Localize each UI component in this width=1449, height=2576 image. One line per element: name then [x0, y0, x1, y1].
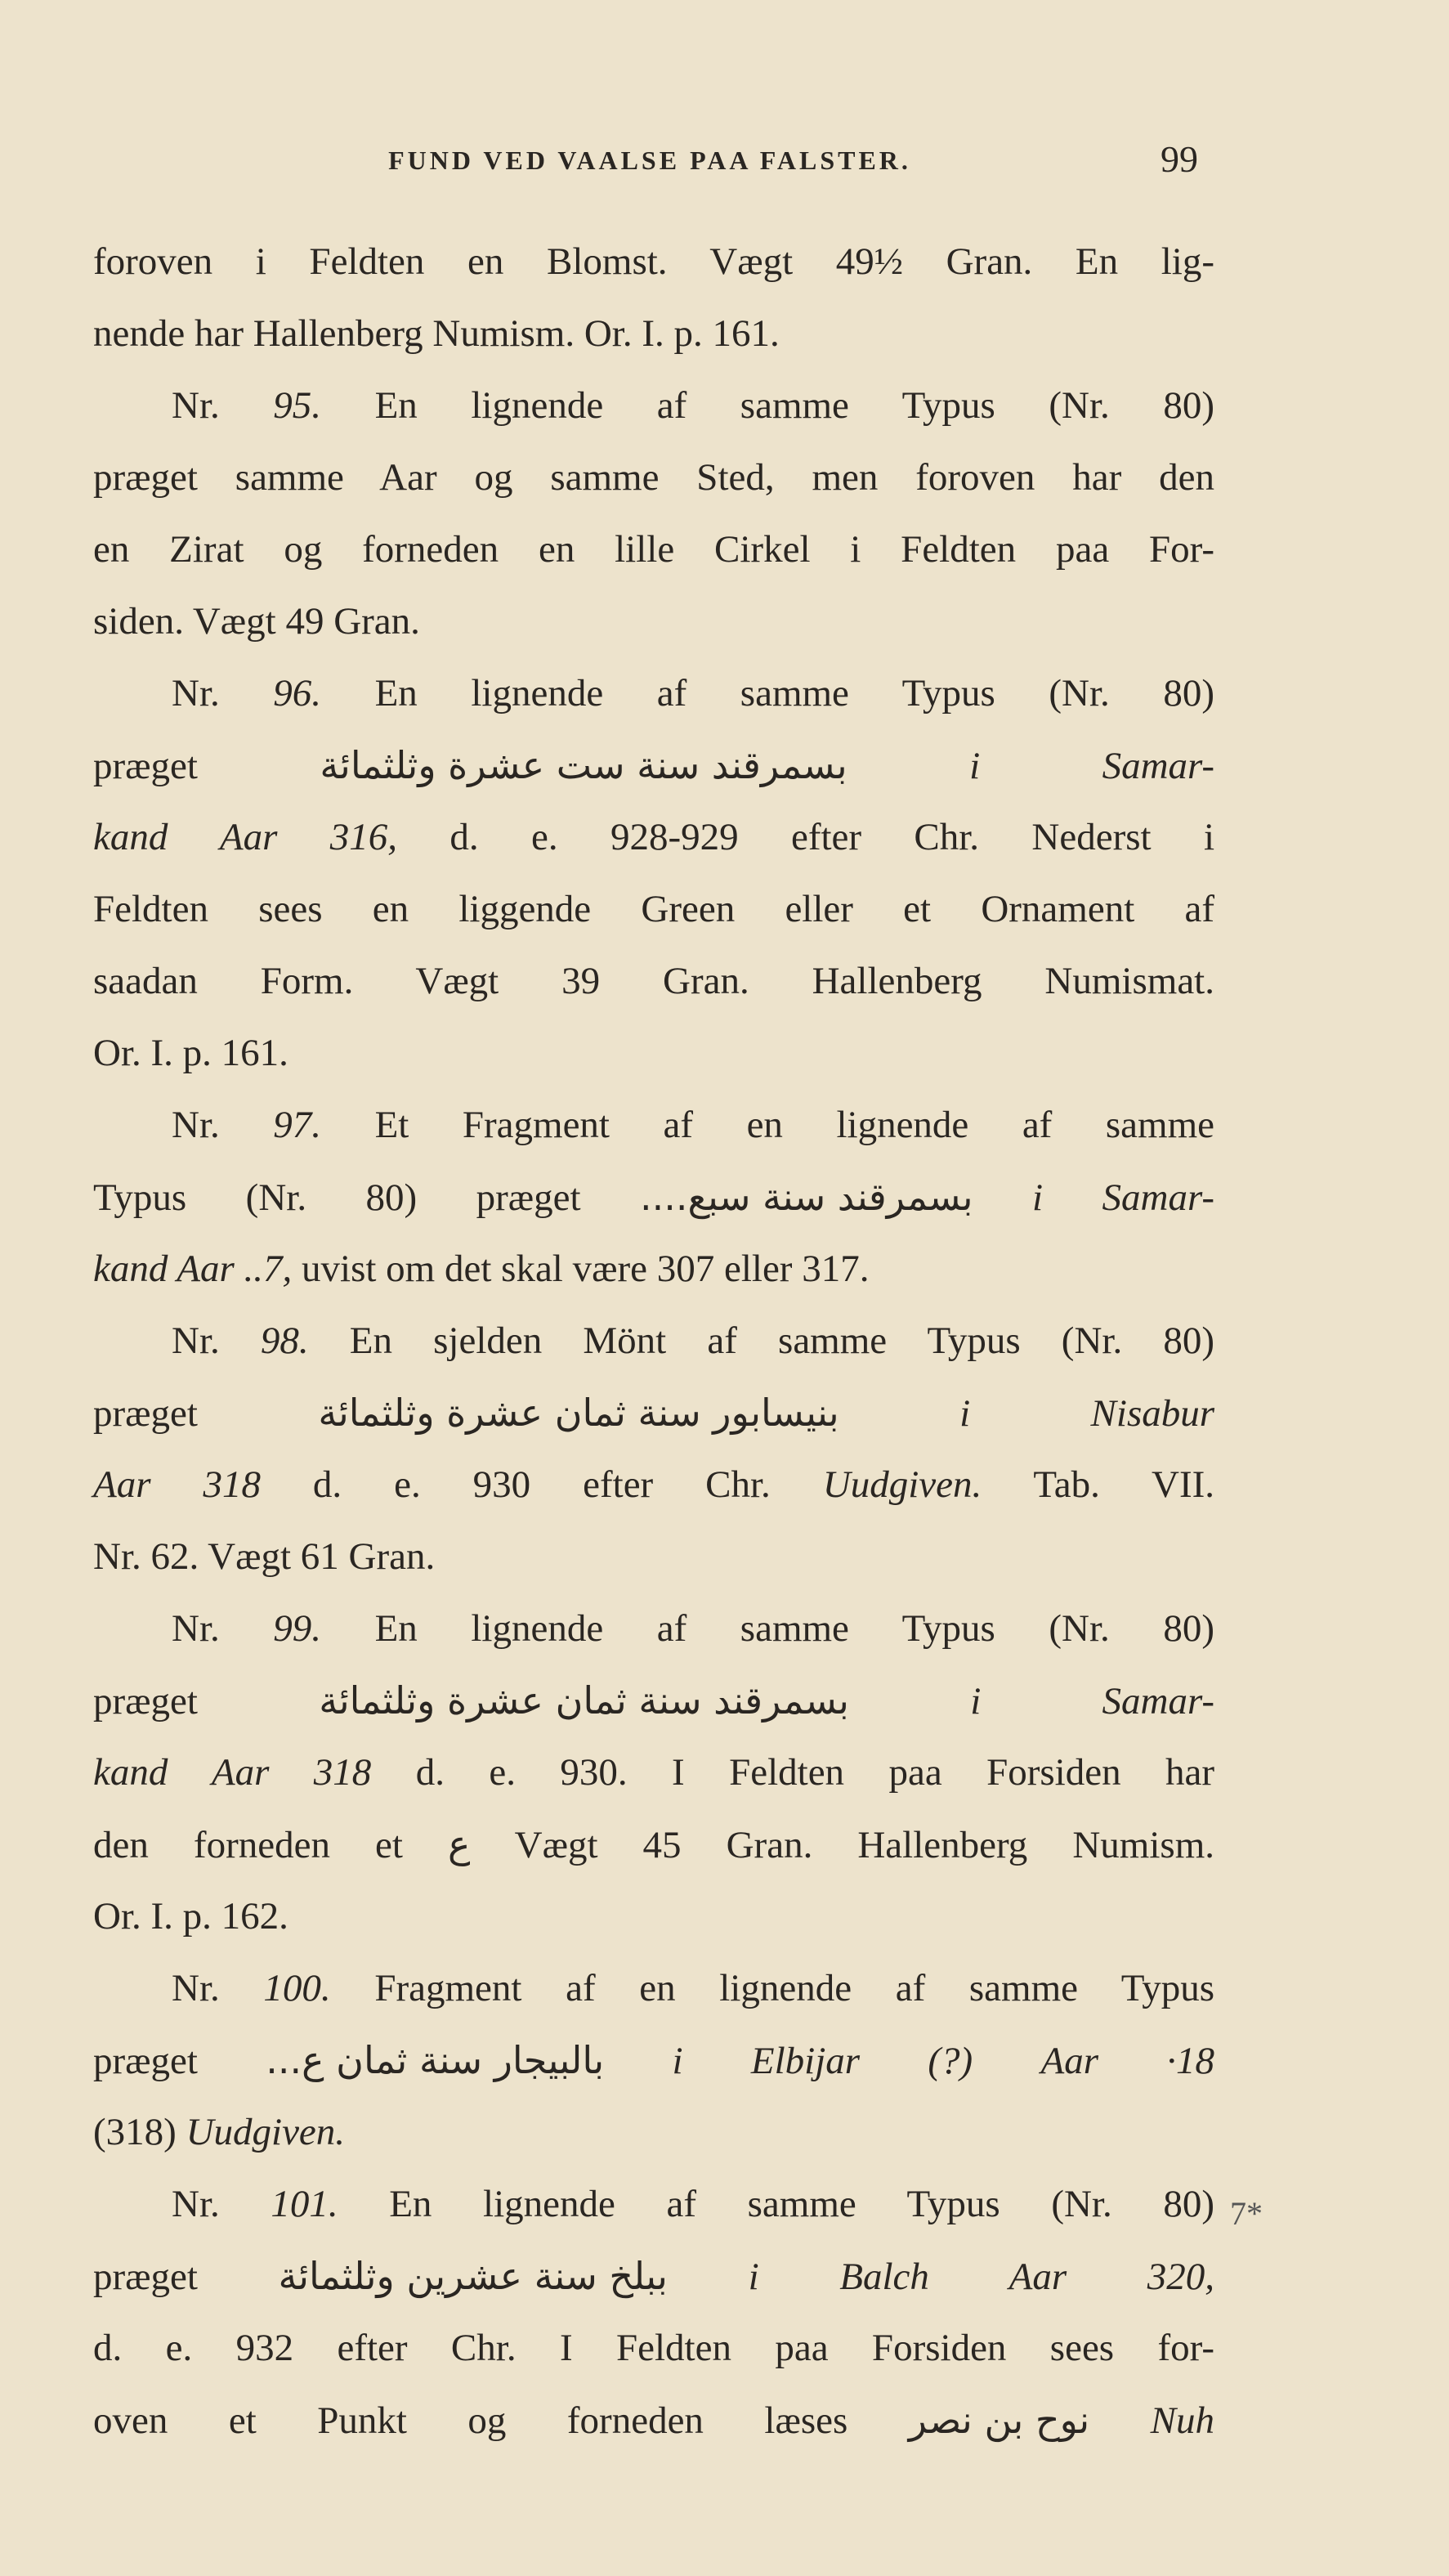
arabic-inscription: بسمرقند سنة ست عشرة وثلثمائة [320, 743, 847, 787]
line-text: præget [93, 2256, 198, 2298]
italic-text: Uudgiven. [186, 2111, 346, 2153]
entry-number: 99. [273, 1607, 322, 1650]
line-text: i Elbijar (?) [672, 2040, 973, 2082]
text-line [93, 1449, 1214, 1521]
entry-number: 101. [271, 2183, 338, 2225]
text-line: saadan Form. Vægt 39 Gran. Hallenberg Numismat. [93, 960, 1214, 1002]
arabic-inscription: بسمرقند سنة ثمان عشرة وثلثمائة [319, 1678, 849, 1723]
line-text: En lignende af samme Typus (Nr. 80) [389, 2183, 1214, 2225]
entry-number: 100. [263, 1967, 331, 2009]
arabic-inscription: بسمرقند سنة سبع.... [640, 1175, 973, 1219]
text-line [93, 1952, 1214, 2024]
line-text: En lignende af samme Typus (Nr. 80) [374, 1607, 1214, 1650]
line-text: (318) [93, 2111, 177, 2153]
text-line: Nr. 62. Vægt 61 Gran. [93, 1535, 436, 1578]
line-text: præget [93, 1680, 198, 1723]
line-text: En lignende af samme Typus (Nr. 80) [374, 384, 1214, 427]
arabic-inscription: بنيسابور سنة ثمان عشرة وثلثمائة [318, 1391, 839, 1435]
line-text: Vægt 45 Gran. Hallenberg Numism. [514, 1824, 1215, 1866]
text-line [93, 1377, 1214, 1449]
line-text: d. e. 928-929 efter Chr. Nederst i [449, 816, 1214, 858]
entry-number: 96. [273, 672, 322, 715]
running-title: FUND VED VAALSE PAA FALSTER. [388, 146, 911, 175]
text-line: d. e. 932 efter Chr. I Feldten paa Forsiden sees for- [93, 2327, 1214, 2369]
text-line: foroven i Feldten en Blomst. Vægt 49½ Gran. En lig- [93, 240, 1214, 283]
text-line [93, 657, 1214, 729]
entry-number: 98. [260, 1319, 309, 1362]
text-line: Feldten sees en liggende Green eller et Ornament af [93, 888, 1214, 930]
line-text: præget [93, 1392, 198, 1435]
text-line: nende har Hallenberg Numism. Or. I. p. 161. [93, 312, 780, 355]
line-text: præget [93, 2040, 198, 2082]
text-line [93, 1305, 1214, 1377]
text-line [93, 1736, 1214, 1808]
line-text: uvist om det skal være 307 eller 317. [302, 1248, 870, 1290]
text-line [93, 1664, 1214, 1736]
line-text: præget [93, 745, 198, 787]
line-text: En sjelden Mönt af samme Typus (Nr. 80) [349, 1319, 1215, 1362]
line-text: d. e. 930. I Feldten paa Forsiden har [415, 1751, 1214, 1794]
text-line [93, 2240, 1214, 2312]
line-text: den forneden et [93, 1824, 403, 1866]
text-line [93, 1161, 1214, 1233]
line-text: d. e. 930 efter Chr. [312, 1463, 771, 1506]
text-line: Or. I. p. 161. [93, 1032, 288, 1074]
line-text: Nuh [1150, 2399, 1214, 2442]
text-line: siden. Vægt 49 Gran. [93, 600, 420, 643]
entry-number: 95. [273, 384, 322, 427]
text-line [93, 729, 1214, 801]
text-line [93, 1593, 1214, 1664]
italic-text: Uudgiven. [822, 1463, 982, 1506]
body-text [93, 226, 1214, 2456]
page-number: 99 [1161, 138, 1198, 180]
line-text: Tab. VII. [1033, 1463, 1214, 1506]
arabic-letter: ع [447, 1822, 471, 1866]
line-text: i Samar- [969, 745, 1215, 787]
text-line [93, 2024, 1214, 2096]
signature-mark: 7* [1230, 2195, 1263, 2232]
italic-text: kand Aar 318 [93, 1751, 372, 1794]
nr-label: Nr. [172, 672, 220, 715]
nr-label: Nr. [172, 2183, 220, 2225]
nr-label: Nr. [172, 384, 220, 427]
text-line [93, 2384, 1214, 2456]
nr-label: Nr. [172, 1607, 220, 1650]
italic-text: Aar 318 [93, 1463, 261, 1506]
line-text: i Nisabur [959, 1392, 1215, 1435]
line-text: En lignende af samme Typus (Nr. 80) [374, 672, 1214, 715]
line-text: i Balch Aar 320, [748, 2256, 1214, 2298]
arabic-inscription: نوح بن نصر [908, 2398, 1090, 2442]
text-line [93, 801, 1214, 873]
entry-number: 97. [273, 1104, 322, 1146]
nr-label: Nr. [172, 1967, 220, 2009]
text-line [93, 1089, 1214, 1161]
line-text: i Samar- [1032, 1176, 1214, 1219]
arabic-inscription: ببلخ سنة عشرين وثلثمائة [278, 2254, 668, 2298]
text-line [93, 370, 1214, 441]
nr-label: Nr. [172, 1104, 220, 1146]
text-line [93, 1233, 1214, 1305]
text-line: præget samme Aar og samme Sted, men foroven har den [93, 456, 1214, 499]
line-text: Fragment af en lignende af samme Typus [374, 1967, 1215, 2009]
nr-label: Nr. [172, 1319, 220, 1362]
text-line: en Zirat og forneden en lille Cirkel i Feldten paa For- [93, 528, 1214, 571]
line-text: oven et Punkt og forneden læses [93, 2399, 848, 2442]
line-text: Typus (Nr. 80) præget [93, 1176, 581, 1219]
text-line [93, 2168, 1214, 2240]
text-line: Or. I. p. 162. [93, 1895, 288, 1938]
line-text: i Samar- [970, 1680, 1214, 1723]
italic-text: kand Aar 316, [93, 816, 397, 858]
line-text: Et Fragment af en lignende af samme [374, 1104, 1214, 1146]
text-line [93, 1808, 1214, 1880]
italic-text: Aar ·18 [1040, 2040, 1215, 2082]
italic-text: kand Aar ..7, [93, 1248, 293, 1290]
arabic-inscription: بالبيجار سنة ثمان ع... [266, 2038, 605, 2082]
text-line [93, 2096, 1214, 2168]
